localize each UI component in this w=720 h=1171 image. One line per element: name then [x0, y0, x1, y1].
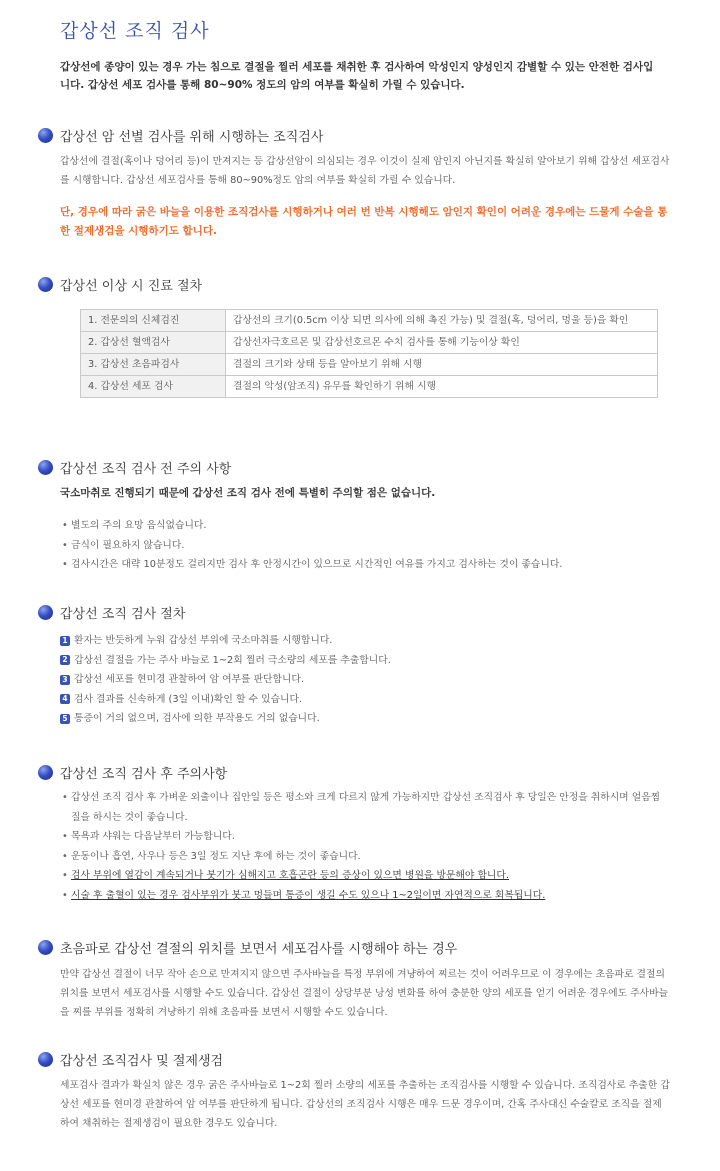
list-item: • 운동이나 흡연, 사우나 등은 3일 정도 지난 후에 하는 것이 좋습니다.: [62, 847, 662, 867]
step-number-badge: 4: [60, 694, 70, 704]
blue-ball-icon: [38, 1052, 53, 1067]
blue-ball-icon: [38, 940, 53, 955]
list-item: [62, 886, 662, 906]
step-number-badge: 5: [60, 714, 70, 724]
list-item: [60, 690, 391, 710]
section-heading-post-precautions: [38, 763, 227, 782]
pre-precaution-list: [62, 516, 662, 575]
table-cell-description: 결절의 크기와 상태 등을 알아보기 위해 시행: [226, 354, 658, 376]
list-item: [62, 866, 662, 886]
list-item: • 검사시간은 대략 10분정도 걸리지만 검사 후 안정시간이 있으므로 시간적인 여유를 가지고 검사하는 것이 좋습니다.: [62, 555, 662, 575]
section-paragraph: 갑상선에 결절(혹이나 덩어리 등)이 만져지는 등 갑상선암이 의심되는 경우 이것이 실제 암인지 아닌지를 확실히 알아보기 위해 갑상선 세포검사를 시행합니다. 갑상선 세포검사를 통해 80~90%정도 암의 여부를 확실히 가릴 수 있습니다.: [60, 156, 670, 186]
table-cell-step: 1. 전문의의 신체검진: [81, 310, 226, 332]
section-heading-procedure: [38, 275, 202, 294]
list-item: [60, 651, 391, 671]
list-item: • 별도의 주의 요망 음식없습니다.: [62, 516, 662, 536]
section-paragraph: 세포검사 결과가 확실치 않은 경우 굵은 주사바늘로 1~2회 찔러 소량의 세포를 추출하는 조직검사를 시행할 수 있습니다. 조직검사로 추출한 갑상선 세포를 현미경 관찰하여 암 여부를 판단하게 됩니다. 갑상선의 조직검사 시행은 매우 드문 경우이며, 간혹 주사대신 수술칼로 조직을 절제하여 채취하는 절제생검이 필요한 경우도 있습니다.: [60, 1080, 670, 1129]
page-title: 갑상선 조직 검사: [60, 20, 210, 42]
section-title: 갑상선 조직 검사 절차: [60, 607, 186, 622]
table-cell-description: 갑상선자극호르몬 및 갑상선호르몬 수치 검사를 통해 기능이상 확인: [226, 332, 658, 354]
table-row: [81, 376, 658, 398]
blue-ball-icon: [38, 460, 53, 475]
list-item: • 목욕과 샤워는 다음날부터 가능합니다.: [62, 827, 662, 847]
underlined-warning: 시술 후 출혈이 있는 경우 검사부위가 붓고 멍들며 통증이 생길 수도 있으나 1~2일이면 자연적으로 회복됩니다.: [71, 889, 546, 901]
list-item: • 갑상선 조직 검사 후 가벼운 외출이나 집안일 등은 평소와 크게 다르지 않게 가능하지만 갑상선 조직검사 후 당일은 안정을 취하시며 얼음찜질을 하시는 것이 좋습니다.: [62, 788, 662, 827]
step-number-badge: 3: [60, 675, 70, 685]
exam-step-list: [60, 631, 391, 729]
section-title: 갑상선 암 선별 검사를 위해 시행하는 조직검사: [60, 130, 324, 145]
table-cell-description: 결절의 악성(암조직) 유무를 확인하기 위해 시행: [226, 376, 658, 398]
section-title: 갑상선 조직검사 및 절제생검: [60, 1054, 224, 1069]
list-item: [60, 670, 391, 690]
step-text: 갑상선 세포를 현미경 관찰하여 암 여부를 판단합니다.: [74, 674, 305, 685]
blue-ball-icon: [38, 605, 53, 620]
section-lead: 국소마취로 진행되기 때문에 갑상선 조직 검사 전에 특별히 주의할 점은 없습니다.: [60, 487, 436, 499]
section-heading-biopsy: [38, 1050, 223, 1069]
step-number-badge: 1: [60, 636, 70, 646]
list-item: • 금식이 필요하지 않습니다.: [62, 536, 662, 556]
underlined-warning: 검사 부위에 열감이 계속되거나 붓기가 심해지고 호흡곤란 등의 증상이 있으면 병원을 방문해야 합니다.: [71, 870, 509, 881]
table-row: [81, 354, 658, 376]
section-heading-ultrasound-guided: [38, 938, 457, 957]
intro-text: 갑상선에 종양이 있는 경우 가는 침으로 결절을 찔러 세포를 채취한 후 검사하여 악성인지 양성인지 감별할 수 있는 안전한 검사입니다. 갑상선 세포 검사를 통해 80~90% 정도의 암의 여부를 확실히 가릴 수 있습니다.: [60, 61, 654, 91]
step-text: 검사 결과를 신속하게 (3일 이내)확인 할 수 있습니다.: [74, 693, 303, 705]
table-row: [81, 332, 658, 354]
table-cell-description: 갑상선의 크기(0.5cm 이상 되면 의사에 의해 촉진 가능) 및 결절(혹, 덩어리, 멍울 등)을 확인: [226, 310, 658, 332]
table-cell-step: 3. 갑상선 초음파검사: [81, 354, 226, 376]
list-item: [60, 631, 391, 651]
section-heading-cancer-screening: [38, 126, 323, 145]
section-title: 갑상선 조직 검사 후 주의사항: [60, 767, 228, 782]
warning-note: 단, 경우에 따라 굵은 바늘을 이용한 조직검사를 시행하거나 여러 번 반복 시행해도 암인지 확인이 어려운 경우에는 드물게 수술을 통한 절제생검을 시행하기도 합니다.: [60, 206, 668, 237]
table-row: [81, 310, 658, 332]
blue-ball-icon: [38, 277, 53, 292]
section-title: 갑상선 이상 시 진료 절차: [60, 279, 203, 294]
step-text: 통증이 거의 없으며, 검사에 의한 부작용도 거의 없습니다.: [74, 713, 320, 724]
step-text: 갑상선 결절을 가는 주사 바늘로 1~2회 찔러 극소량의 세포를 추출합니다.: [74, 654, 391, 666]
procedure-table: [80, 309, 658, 398]
section-paragraph: 만약 갑상선 결절이 너무 작아 손으로 만져지지 않으면 주사바늘을 특정 부위에 겨냥하여 찌르는 것이 어려우므로 이 경우에는 초음파로 결절의 위치를 보면서 세포검사를 시행할 수도 있습니다. 갑상선 결절이 상당부분 낭성 변화를 하여 충분한 양의 세포를 얻기 어려운 경우에도 주사바늘을 찌를 부위를 정확히 겨냥하기 위해 초음파를 보면서 시행할 수도 있습니다.: [60, 969, 669, 1018]
step-number-badge: 2: [60, 655, 70, 665]
blue-ball-icon: [38, 128, 53, 143]
step-text: 환자는 반듯하게 누워 갑상선 부위에 국소마취를 시행합니다.: [74, 635, 333, 646]
table-cell-step: 2. 갑상선 혈액검사: [81, 332, 226, 354]
list-item: [60, 709, 391, 729]
table-cell-step: 4. 갑상선 세포 검사: [81, 376, 226, 398]
post-precaution-list: [62, 788, 662, 905]
section-heading-pre-precautions: [38, 458, 231, 477]
section-title: 갑상선 조직 검사 전 주의 사항: [60, 462, 232, 477]
section-heading-exam-steps: [38, 603, 185, 622]
blue-ball-icon: [38, 765, 53, 780]
section-title: 초음파로 갑상선 결절의 위치를 보면서 세포검사를 시행해야 하는 경우: [60, 942, 458, 957]
